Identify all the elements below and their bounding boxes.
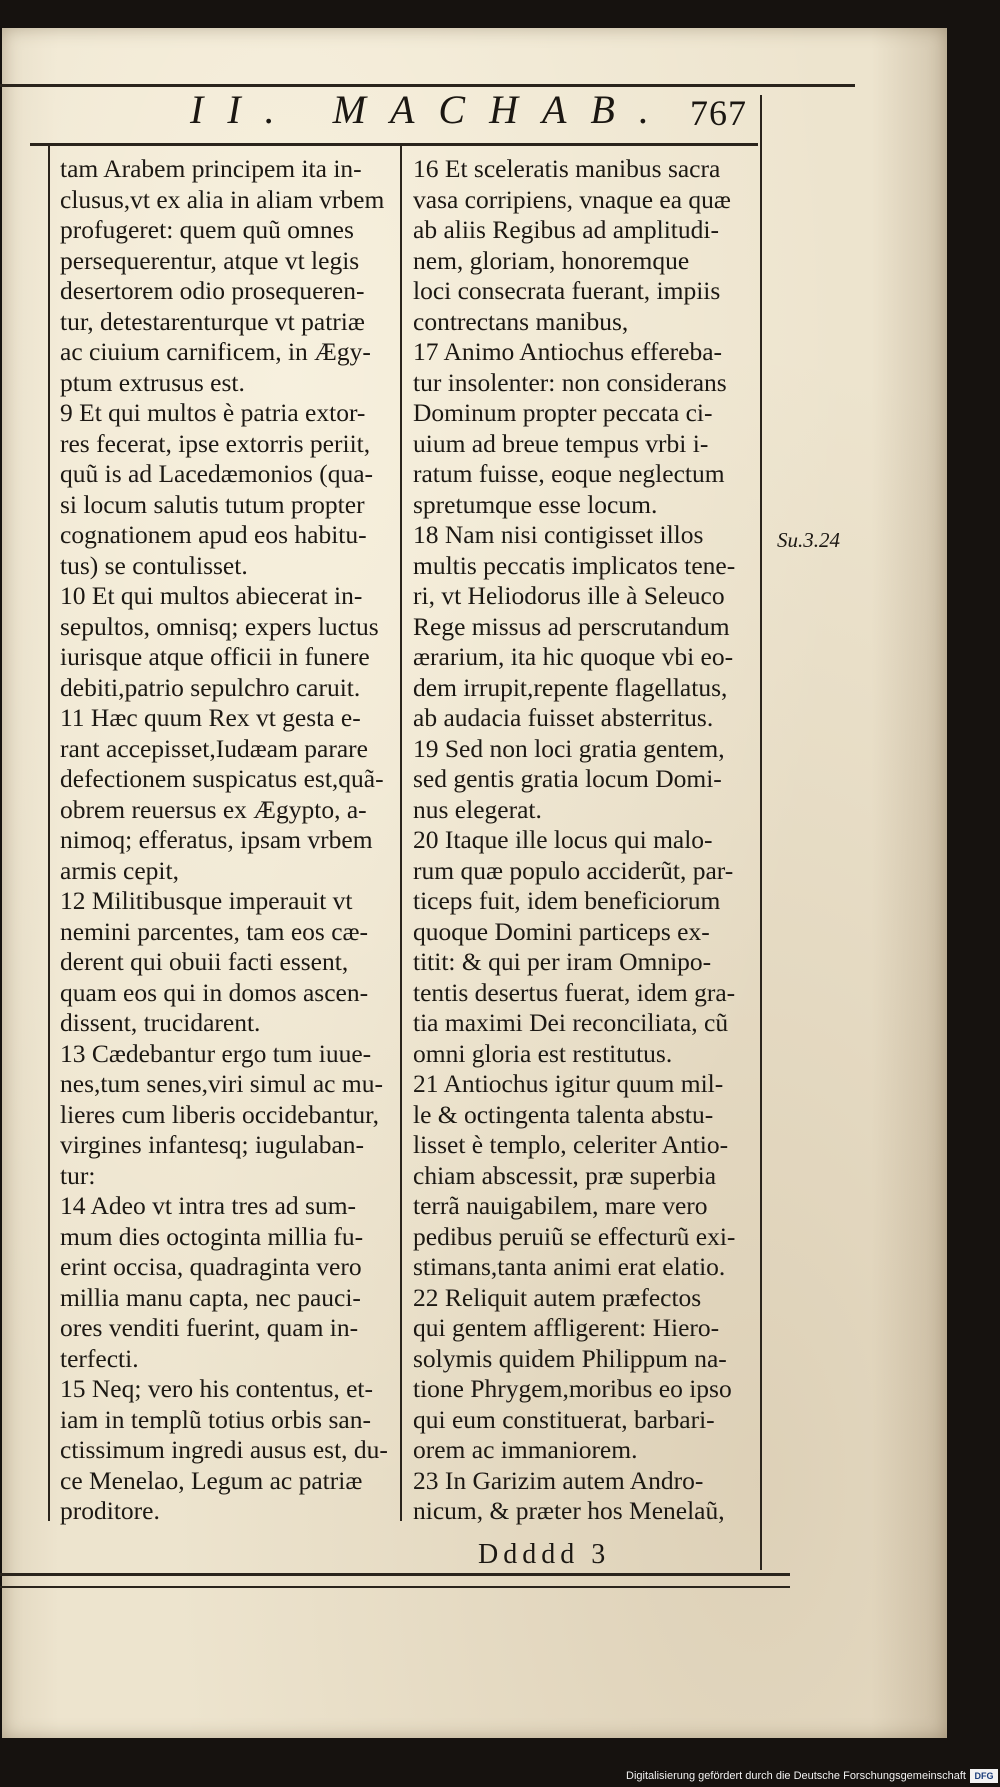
text-line: contrectans manibus, <box>413 306 629 336</box>
text-line: millia manu capta, nec pauci- <box>60 1282 361 1312</box>
text-line: 18 Nam nisi contigisset illos <box>413 520 704 549</box>
header-rule-bottom <box>30 143 758 146</box>
footer-credit: Digitalisierung gefördert durch die Deutsche Forschungsgemeinschaft <box>626 1770 966 1782</box>
text-line: 9 Et qui multos è patria extor- <box>60 398 366 427</box>
text-line: le & octingenta talenta abstu- <box>413 1099 714 1129</box>
text-line: ri, vt Heliodorus ille à Seleuco <box>413 581 725 610</box>
text-line: uium ad breue tempus vrbi i- <box>413 428 709 458</box>
text-line: quũ is ad Lacedæmonios (qua- <box>60 459 374 488</box>
text-line: ores venditi fuerint, quam in- <box>60 1313 359 1342</box>
text-line: tia maximi Dei reconciliata, cũ <box>413 1008 729 1037</box>
text-line: res fecerat, ipse extorris periit, <box>60 428 371 458</box>
text-line: ab audacia fuisset absterritus. <box>413 703 714 732</box>
text-line: qui gentem affligerent: Hiero- <box>413 1313 720 1342</box>
text-line: ticeps fuit, idem beneficiorum <box>413 886 721 915</box>
text-line: iam in templũ totius orbis san- <box>60 1404 371 1434</box>
text-line: chiam abscessit, præ superbia <box>413 1160 717 1190</box>
text-line: 11 Hæc quum Rex vt gesta e- <box>60 703 361 732</box>
text-line: ærarium, ita hic quoque vbi eo- <box>413 642 734 671</box>
text-line: multis peccatis implicatos tene- <box>413 550 736 580</box>
text-line: omni gloria est restitutus. <box>413 1038 673 1068</box>
left-column <box>60 154 390 1527</box>
text-line: rum quæ populo acciderũt, par- <box>413 855 734 885</box>
text-line: 13 Cædebantur ergo tum iuue- <box>60 1038 372 1068</box>
text-line: tur insolenter: non considerans <box>413 367 727 397</box>
text-line: 12 Militibusque imperauit vt <box>60 886 353 915</box>
text-line: dem irrupit,repente flagellatus, <box>413 672 728 702</box>
text-line: sepultos, omnisq; expers luctus <box>60 611 379 641</box>
text-line: 19 Sed non loci gratia gentem, <box>413 733 725 763</box>
text-line: mum dies octoginta millia fu- <box>60 1221 364 1251</box>
text-line: tus) se contulisset. <box>60 550 248 580</box>
bottom-rule-top <box>0 1573 790 1576</box>
text-line: tur: <box>60 1160 96 1190</box>
text-line: 14 Adeo vt intra tres ad sum- <box>60 1191 357 1220</box>
text-line: nes,tum senes,viri simul ac mu- <box>60 1069 383 1098</box>
text-line: ptum extrusus est. <box>60 367 245 397</box>
text-line: tentis desertus fuerat, idem gra- <box>413 977 736 1007</box>
text-line: tur, detestarenturque vt patriæ <box>60 306 365 336</box>
text-line: sed gentis gratia locum Domi- <box>413 764 722 793</box>
text-line: erint occisa, quadraginta vero <box>60 1252 362 1281</box>
header-rule-top <box>0 84 855 87</box>
text-line: lieres cum liberis occidebantur, <box>60 1099 380 1129</box>
text-line: nem, gloriam, honoremque <box>413 245 690 275</box>
text-line: ab aliis Regibus ad amplitudi- <box>413 215 719 244</box>
text-line: nimoq; efferatus, ipsam vrbem <box>60 825 373 854</box>
text-line: stimans,tanta animi erat elatio. <box>413 1252 726 1281</box>
text-line: persequerentur, atque vt legis <box>60 245 360 275</box>
bottom-rule-bottom <box>0 1586 790 1588</box>
text-line: desertorem odio prosequeren- <box>60 276 365 305</box>
text-line: 10 Et qui multos abiecerat in- <box>60 581 363 610</box>
text-line: obrem reuersus ex Ægypto, a- <box>60 794 367 824</box>
margin-note: Su.3.24 <box>777 528 840 552</box>
text-line: titit: & qui per iram Omnipo- <box>413 947 712 976</box>
text-line: debiti,patrio sepulchro caruit. <box>60 672 361 702</box>
text-line: loci consecrata fuerant, impiis <box>413 276 721 305</box>
right-border-rule <box>760 95 762 1570</box>
text-line: 21 Antiochus igitur quum mil- <box>413 1069 724 1098</box>
text-line: terfecti. <box>60 1343 139 1373</box>
text-line: vasa corripiens, vnaque ea quæ <box>413 184 731 214</box>
text-line: tione Phrygem,moribus eo ipso <box>413 1374 732 1403</box>
text-line: Dominum propter peccata ci- <box>413 398 713 427</box>
text-line: ac ciuium carnificem, in Ægy- <box>60 337 371 366</box>
text-line: virgines infantesq; iugulaban- <box>60 1130 365 1159</box>
text-line: 20 Itaque ille locus qui malo- <box>413 825 713 854</box>
text-line: solymis quidem Philippum na- <box>413 1343 727 1373</box>
text-line: 23 In Garizim autem Andro- <box>413 1465 704 1495</box>
text-line: defectionem suspicatus est,quã- <box>60 764 384 793</box>
dfg-logo: DFG <box>970 1769 998 1783</box>
text-line: dissent, trucidarent. <box>60 1008 261 1037</box>
text-line: profugeret: quem quũ omnes <box>60 215 354 244</box>
text-line: pedibus peruiũ se effecturũ exi- <box>413 1221 736 1251</box>
text-line: proditore. <box>60 1496 160 1525</box>
text-line: iurisque atque officii in funere <box>60 642 370 671</box>
text-line: terrã nauigabilem, mare vero <box>413 1191 708 1220</box>
text-line: rant accepisset,Iudæam parare <box>60 733 368 763</box>
text-line: Rege missus ad perscrutandum <box>413 611 730 641</box>
text-line: ce Menelao, Legum ac patriæ <box>60 1465 363 1495</box>
signature-mark: Ddddd 3 <box>478 1539 611 1570</box>
text-line: lisset è templo, celeriter Antio- <box>413 1130 729 1159</box>
text-line: 17 Animo Antiochus effereba- <box>413 337 723 366</box>
text-line: nemini parcentes, tam eos cæ- <box>60 916 369 946</box>
text-line: si locum salutis tutum propter <box>60 489 365 519</box>
text-line: ctissimum ingredi ausus est, du- <box>60 1435 388 1464</box>
text-line: nicum, & præter hos Menelaũ, <box>413 1496 725 1525</box>
text-line: clusus,vt ex alia in aliam vrbem <box>60 184 385 214</box>
column-divider <box>400 143 402 1521</box>
text-line: derent qui obuii facti essent, <box>60 947 349 976</box>
page-number: 767 <box>690 93 747 133</box>
text-line: 16 Et sceleratis manibus sacra <box>413 154 721 183</box>
text-line: cognationem apud eos habitu- <box>60 520 367 549</box>
text-line: quoque Domini particeps ex- <box>413 916 710 946</box>
text-line: quam eos qui in domos ascen- <box>60 977 369 1007</box>
text-line: nus elegerat. <box>413 794 542 824</box>
running-title: II. MACHAB. <box>190 87 673 132</box>
text-line: tam Arabem principem ita in- <box>60 154 362 183</box>
text-line: orem ac immaniorem. <box>413 1435 638 1464</box>
text-line: ratum fuisse, eoque neglectum <box>413 459 725 488</box>
text-line: qui eum constituerat, barbari- <box>413 1404 715 1434</box>
text-line: armis cepit, <box>60 855 179 885</box>
left-border-rule <box>48 143 50 1521</box>
text-line: 22 Reliquit autem præfectos <box>413 1282 702 1312</box>
text-line: 15 Neq; vero his contentus, et- <box>60 1374 374 1403</box>
right-column <box>413 154 753 1527</box>
text-line: spretumque esse locum. <box>413 489 658 519</box>
